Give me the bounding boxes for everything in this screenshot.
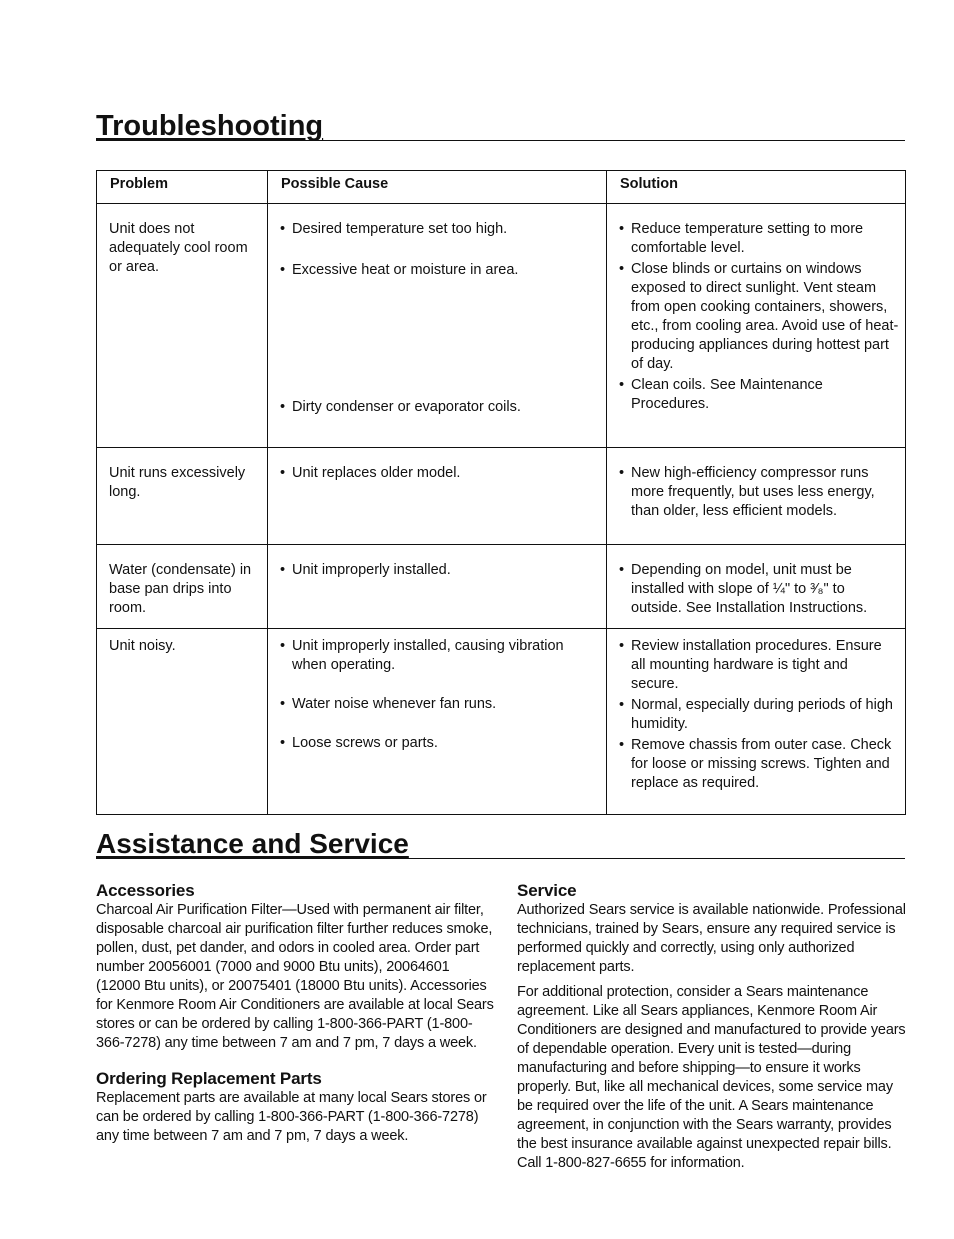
solution-cell [607, 629, 906, 815]
service-heading: Service [517, 881, 577, 900]
left-column [96, 881, 496, 1146]
troubleshooting-title: Troubleshooting [96, 110, 324, 142]
cause-item: • Desired temperature set too high. [280, 220, 600, 239]
problem-cell: Unit does not adequately cool room or area. [97, 204, 268, 448]
service-text-2: For additional protection, consider a Sears maintenance agreement. Like all Sears appliances, Kenmore Room Air Conditioners are designed and manufactured to provide years of dependable operation. Every unit is tested—during manufacturing and before shipping—to ensure it works properly. But, like all mechanical devices, some service may be required over the life of the unit. A Sears maintenance agreement, in conjunction with the Sears warranty, provides the best insurance available against unexpected repair bills. Call 1-800-827-6655 for information. [517, 984, 906, 1171]
ordering-parts-heading: Ordering Replacement Parts [96, 1069, 322, 1088]
cause-item: • Loose screws or parts. [280, 734, 600, 753]
table-header-row [97, 171, 906, 204]
assistance-service-title: Assistance and Service [96, 828, 409, 859]
service-text: Authorized Sears service is available nationwide. Professional technicians, trained by Sears, ensure any required service is performed quickly and correctly, using only authorized replacement parts. [517, 902, 906, 975]
solution-item: • New high-efficiency compressor runs more frequently, but uses less energy, than older, less efficient models. [619, 464, 899, 521]
title-rule [96, 140, 905, 141]
cause-cell [268, 545, 607, 629]
table-row [97, 204, 906, 448]
solution-item: • Review installation procedures. Ensure all mounting hardware is tight and secure. [619, 637, 899, 694]
accessories-text: Charcoal Air Purification Filter—Used with permanent air filter, disposable charcoal air purification filter further reduces smoke, pollen, dust, pet dander, and odors in cooled area. Order part number 20056001 (7000 and 9000 Btu units), 20064601 (12000 Btu units), or 20075401 (18000 Btu units). Accessories for Kenmore Room Air Conditioners are available at local Sears stores or can be ordered by calling 1-800-366-PART (1-800-366-7278) any time between 7 am and 7 pm, 7 days a week. [96, 902, 494, 1051]
cause-item: • Excessive heat or moisture in area. [280, 261, 600, 280]
troubleshooting-table [96, 170, 906, 815]
table-row [97, 448, 906, 545]
solution-item: • Normal, especially during periods of high humidity. [619, 696, 899, 734]
solution-item: • Reduce temperature setting to more comfortable level. [619, 220, 899, 258]
solution-item: • Close blinds or curtains on windows exposed to direct sunlight. Vent steam from open cooking containers, showers, etc., from cooling area. Avoid use of heat-producing appliances during hottest part of day. [619, 260, 899, 374]
solution-item: • Depending on model, unit must be installed with slope of ¼" to ³⁄₈" to outside. See Installation Instructions. [619, 561, 899, 618]
title-rule [96, 858, 905, 859]
accessories-heading: Accessories [96, 881, 195, 900]
cause-cell [268, 629, 607, 815]
solution-item: • Clean coils. See Maintenance Procedures. [619, 376, 899, 414]
header-solution: Solution [607, 171, 906, 204]
cause-item: • Water noise whenever fan runs. [280, 695, 600, 714]
cause-item: • Unit replaces older model. [280, 464, 600, 483]
cause-item: • Unit improperly installed, causing vibration when operating. [280, 637, 600, 675]
table-row [97, 545, 906, 629]
solution-cell [607, 545, 906, 629]
ordering-parts-text: Replacement parts are available at many local Sears stores or can be ordered by calling 1-800-366-PART (1-800-366-7278) any time between 7 am and 7 pm, 7 days a week. [96, 1090, 487, 1144]
problem-cell: Unit noisy. [97, 629, 268, 815]
cause-cell [268, 204, 607, 448]
header-possible-cause: Possible Cause [268, 171, 607, 204]
right-column [517, 881, 909, 1173]
solution-item: • Remove chassis from outer case. Check for loose or missing screws. Tighten and replace as required. [619, 736, 899, 793]
solution-cell [607, 204, 906, 448]
table-row [97, 629, 906, 815]
problem-cell: Water (condensate) in base pan drips into room. [97, 545, 268, 629]
header-problem: Problem [97, 171, 268, 204]
solution-cell [607, 448, 906, 545]
cause-item: • Unit improperly installed. [280, 561, 600, 580]
cause-cell [268, 448, 607, 545]
problem-cell: Unit runs excessively long. [97, 448, 268, 545]
cause-item: • Dirty condenser or evaporator coils. [280, 398, 600, 417]
